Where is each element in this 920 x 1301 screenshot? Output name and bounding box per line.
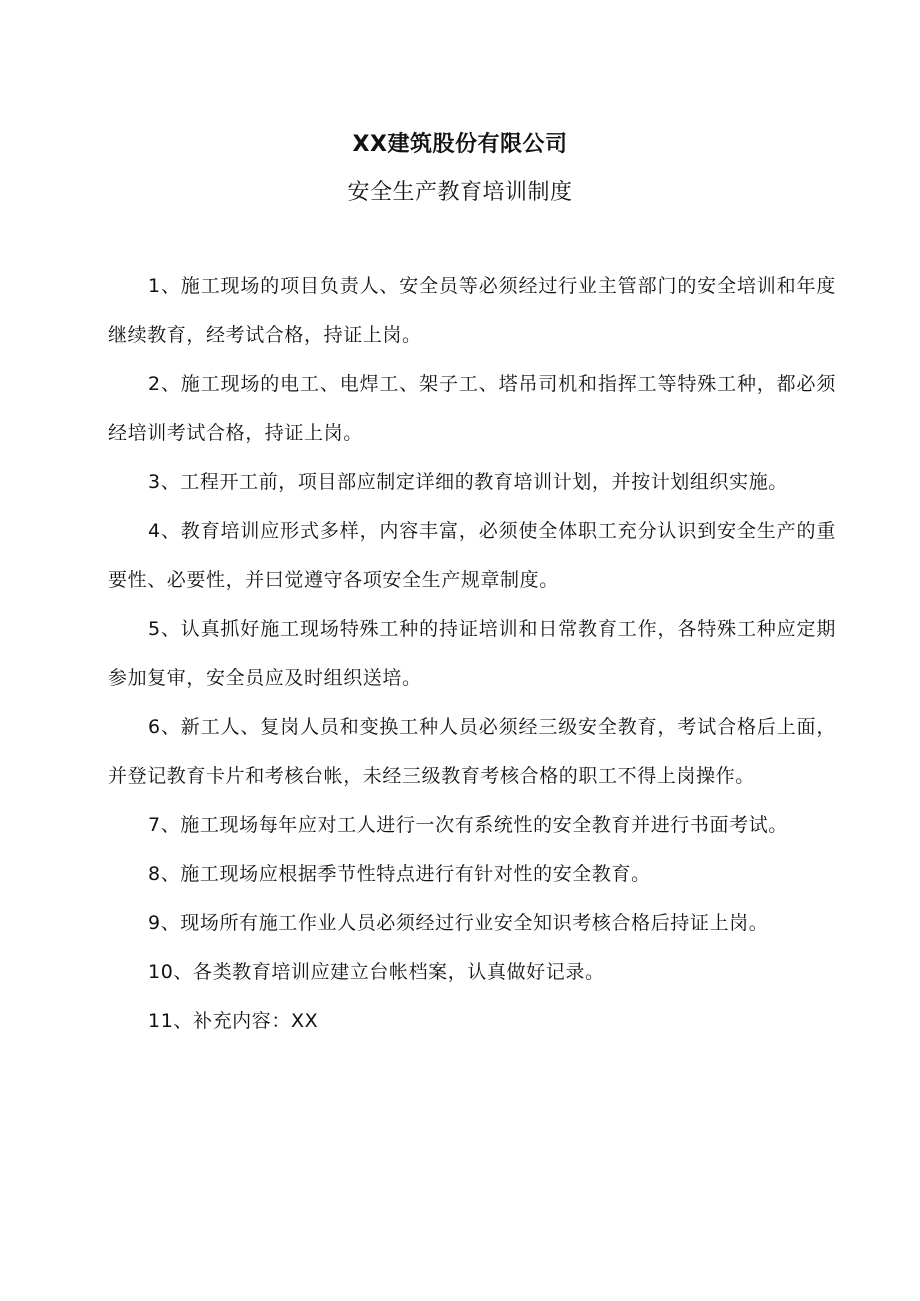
paragraph-6: 6、新工人、复岗人员和变换工种人员必须经三级安全教育，考试合格后上面，并登记教育卡片和考核台帐，未经三级教育考核合格的职工不得上岗操作。 — [108, 716, 836, 787]
document-title: 安全生产教育培训制度 — [347, 180, 573, 205]
paragraph-3: 3、工程开工前，项目部应制定详细的教育培训计划，并按计划组织实施。 — [148, 471, 788, 493]
document-body — [108, 262, 836, 1046]
paragraph-1: 1、施工现场的项目负责人、安全员等必须经过行业主管部门的安全培训和年度继续教育，经考试合格，持证上岗。 — [108, 275, 836, 346]
paragraph-8: 8、施工现场应根据季节性特点进行有针对性的安全教育。 — [148, 863, 651, 885]
paragraph-10: 10、各类教育培训应建立台帐档案，认真做好记录。 — [148, 961, 605, 983]
paragraph-5: 5、认真抓好施工现场特殊工种的持证培训和日常教育工作，各特殊工种应定期参加复审，安全员应及时组织送培。 — [108, 618, 836, 689]
paragraph-7: 7、施工现场每年应对工人进行一次有系统性的安全教育并进行书面考试。 — [148, 814, 788, 836]
paragraph-2: 2、施工现场的电工、电焊工、架子工、塔吊司机和指挥工等特殊工种，都必须经培训考试合格，持证上岗。 — [108, 373, 836, 444]
company-name: XX建筑股份有限公司 — [352, 132, 568, 157]
paragraph-11: 11、补充内容：XX — [148, 1010, 319, 1032]
paragraph-4: 4、教育培训应形式多样，内容丰富，必须使全体职工充分认识到安全生产的重要性、必要性，并曰觉遵守各项安全生产规章制度。 — [108, 520, 836, 591]
paragraph-9: 9、现场所有施工作业人员必须经过行业安全知识考核合格后持证上岗。 — [148, 912, 769, 934]
